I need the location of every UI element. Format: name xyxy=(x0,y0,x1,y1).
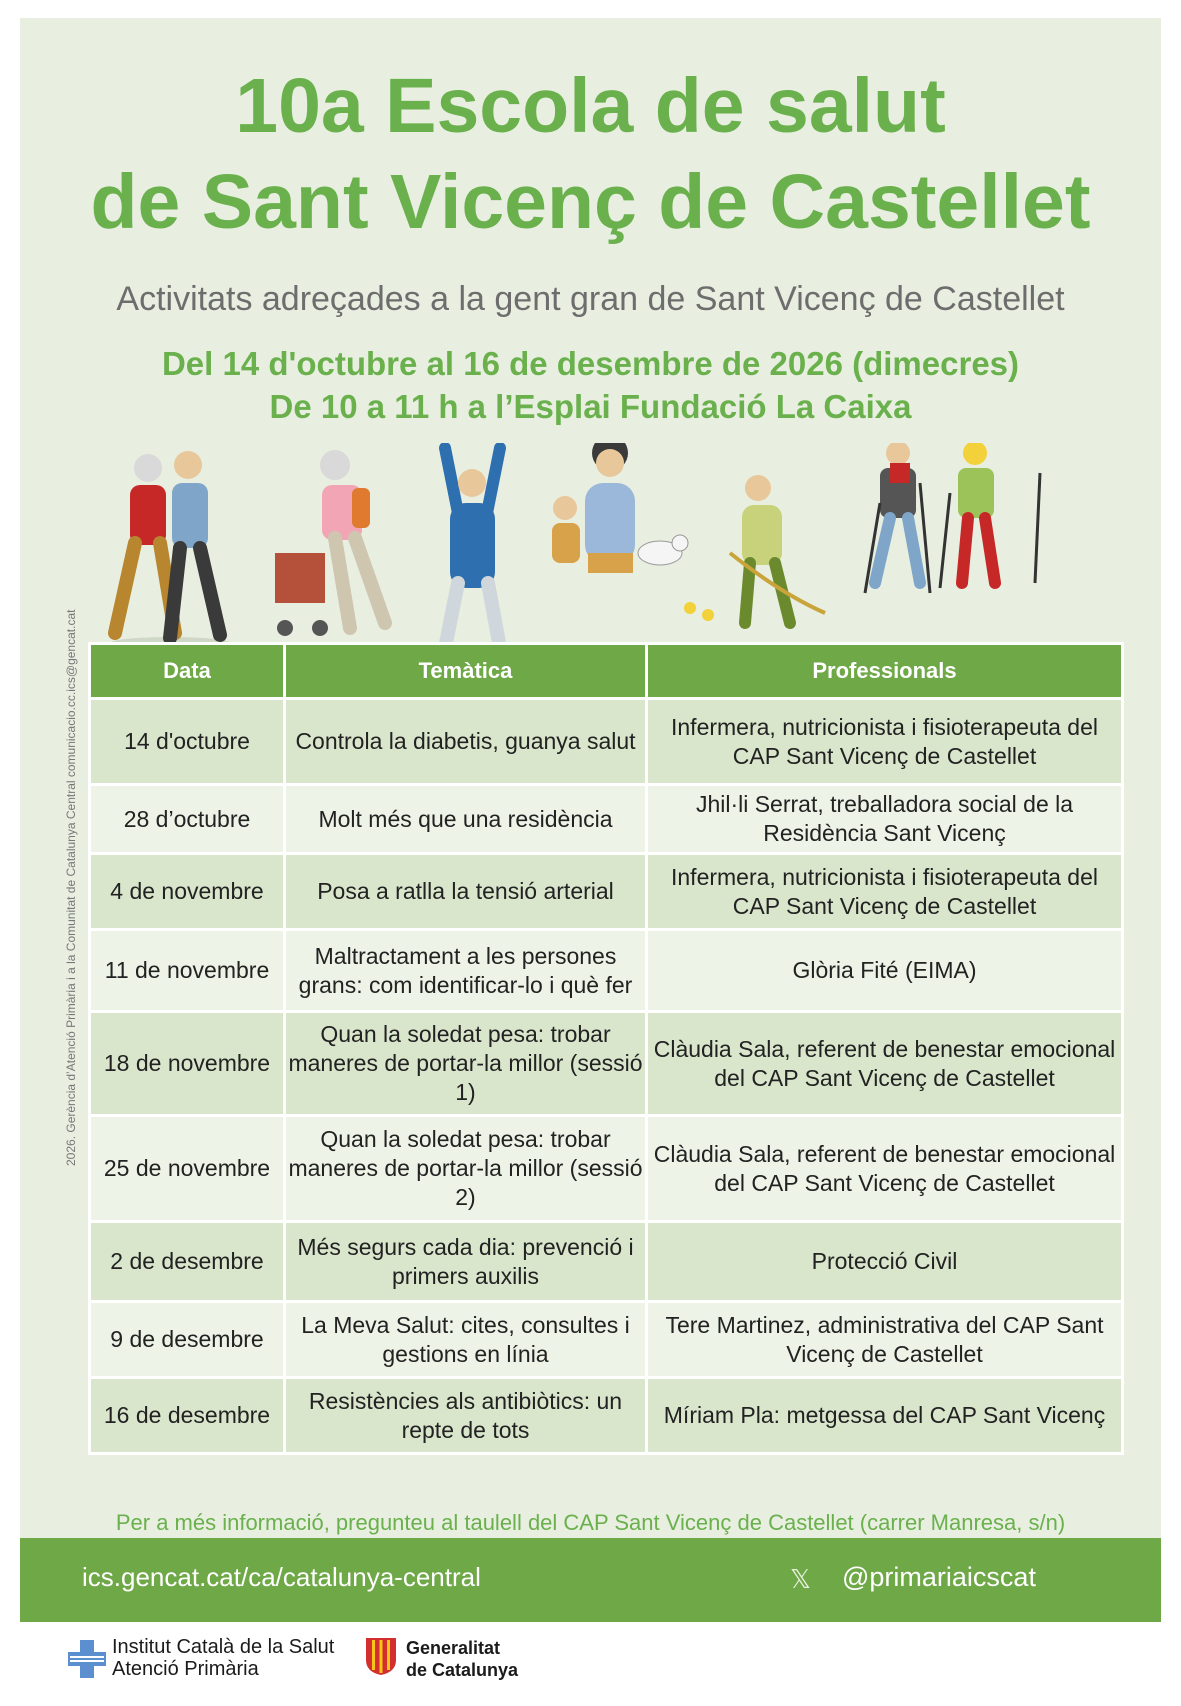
cell-date: 11 de novembre xyxy=(90,930,285,1012)
seniors-illustration xyxy=(90,443,1130,653)
cell-topic: Controla la diabetis, guanya salut xyxy=(285,699,647,785)
cell-date: 16 de desembre xyxy=(90,1378,285,1454)
generalitat-line-1: Generalitat xyxy=(406,1638,501,1658)
cell-date: 2 de desembre xyxy=(90,1222,285,1302)
website-link[interactable]: ics.gencat.cat/ca/catalunya-central xyxy=(82,1562,481,1592)
cell-topic: Molt més que una residència xyxy=(285,785,647,854)
dates-line-2: De 10 a 11 h a l’Esplai Fundació La Caixa xyxy=(269,388,912,425)
x-social-icon: 𝕏 xyxy=(790,1564,811,1594)
cell-professionals: Infermera, nutricionista i fisioterapeuta del CAP Sant Vicenç de Castellet xyxy=(647,854,1123,930)
walking-couple-figure xyxy=(110,451,230,649)
header-date: Data xyxy=(90,644,285,699)
nordic-walkers-figure xyxy=(865,443,1040,593)
cell-date: 25 de novembre xyxy=(90,1116,285,1222)
cell-professionals: Tere Martinez, administrativa del CAP Sant Vicenç de Castellet xyxy=(647,1302,1123,1378)
table-row xyxy=(90,1378,1123,1454)
cell-date: 14 d'octubre xyxy=(90,699,285,785)
table-row xyxy=(90,930,1123,1012)
generalitat-line-2: de Catalunya xyxy=(406,1660,519,1680)
title-line-2: de Sant Vicenç de Castellet xyxy=(90,159,1091,245)
cell-date: 18 de novembre xyxy=(90,1012,285,1116)
cell-date: 4 de novembre xyxy=(90,854,285,930)
cell-date: 28 d’octubre xyxy=(90,785,285,854)
cell-professionals: Míriam Pla: metgessa del CAP Sant Vicenç xyxy=(647,1378,1123,1454)
woman-with-walker-figure xyxy=(275,450,385,636)
page-title xyxy=(20,58,1161,250)
cell-date: 9 de desembre xyxy=(90,1302,285,1378)
cell-topic: Resistències als antibiòtics: un repte de tots xyxy=(285,1378,647,1454)
table-row xyxy=(90,854,1123,930)
table-row xyxy=(90,1116,1123,1222)
cell-professionals: Infermera, nutricionista i fisioterapeuta del CAP Sant Vicenç de Castellet xyxy=(647,699,1123,785)
info-note: Per a més informació, pregunteu al taulell del CAP Sant Vicenç de Castellet (carrer Manresa, s/n) xyxy=(115,1510,1066,1535)
dates-line-1: Del 14 d'octubre al 16 de desembre de 2026 (dimecres) xyxy=(161,345,1020,382)
ics-subtitle: Atenció Primària xyxy=(112,1658,259,1680)
cell-professionals: Glòria Fité (EIMA) xyxy=(647,930,1123,1012)
generalitat-shield-icon xyxy=(364,1636,398,1676)
social-handle-link[interactable]: @primariaicscat xyxy=(842,1562,1036,1592)
man-watering-figure xyxy=(684,475,825,623)
cell-professionals: Clàudia Sala, referent de benestar emocional del CAP Sant Vicenç de Castellet xyxy=(647,1116,1123,1222)
cell-professionals: Protecció Civil xyxy=(647,1222,1123,1302)
cell-topic: Quan la soledat pesa: trobar maneres de portar-la millor (sessió 1) xyxy=(285,1012,647,1116)
header-topic: Temàtica xyxy=(285,644,647,699)
cell-topic: Més segurs cada dia: prevenció i primers auxilis xyxy=(285,1222,647,1302)
cell-topic: Posa a ratlla la tensió arterial xyxy=(285,854,647,930)
table-row xyxy=(90,1302,1123,1378)
side-credit: 2026. Gerència d’Atenció Primària i a la Comunitat de Catalunya Central comunicacio.cc.ics@gencat.cat xyxy=(64,609,78,1166)
footer-bar xyxy=(20,1538,1161,1622)
cell-professionals: Clàudia Sala, referent de benestar emocional del CAP Sant Vicenç de Castellet xyxy=(647,1012,1123,1116)
man-stretching-figure xyxy=(445,448,500,648)
cell-professionals: Jhil·li Serrat, treballadora social de la Residència Sant Vicenç xyxy=(647,785,1123,854)
woman-child-dog-figure xyxy=(552,443,688,573)
cell-topic: Quan la soledat pesa: trobar maneres de portar-la millor (sessió 2) xyxy=(285,1116,647,1222)
table-row xyxy=(90,1012,1123,1116)
cell-topic: Maltractament a les persones grans: com identificar-lo i què fer xyxy=(285,930,647,1012)
header-professionals: Professionals xyxy=(647,644,1123,699)
ics-cross-icon xyxy=(68,1640,106,1678)
table-header-row xyxy=(90,644,1123,699)
schedule-table xyxy=(88,642,1124,1455)
subtitle: Activitats adreçades a la gent gran de Sant Vicenç de Castellet xyxy=(116,280,1065,318)
title-line-1: 10a Escola de salut xyxy=(235,63,946,149)
ics-name: Institut Català de la Salut xyxy=(112,1636,335,1658)
dates-block xyxy=(20,342,1161,428)
table-row xyxy=(90,1222,1123,1302)
cell-topic: La Meva Salut: cites, consultes i gestions en línia xyxy=(285,1302,647,1378)
table-row xyxy=(90,785,1123,854)
table-row xyxy=(90,699,1123,785)
